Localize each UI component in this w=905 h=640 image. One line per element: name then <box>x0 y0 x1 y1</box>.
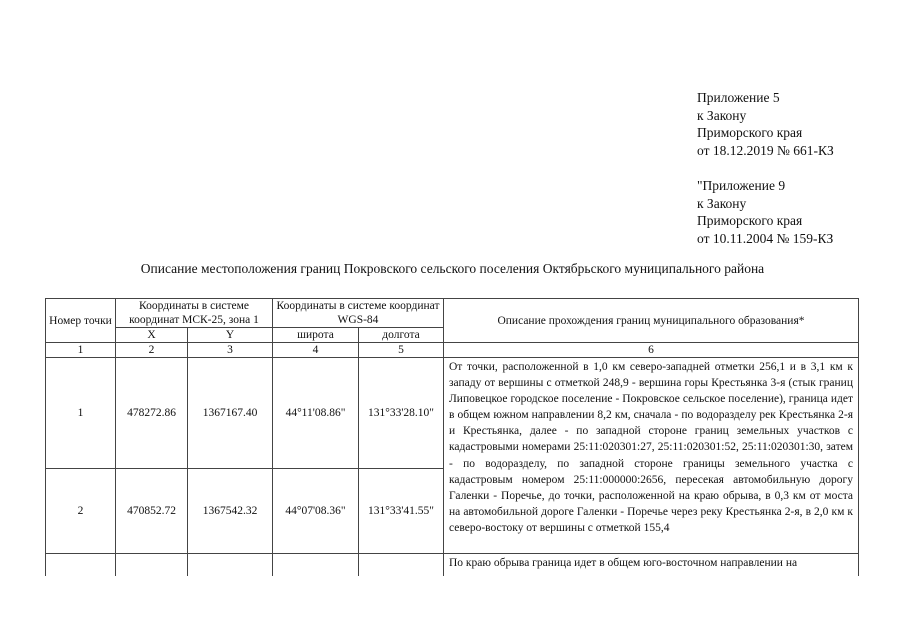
empty-cell <box>46 554 116 576</box>
annex-amended-reference <box>697 177 833 247</box>
annex-line: "Приложение 9 <box>697 178 786 193</box>
empty-cell <box>188 554 273 576</box>
table-row <box>46 358 859 469</box>
coord-latitude: 44°07'08.36" <box>273 469 359 554</box>
annex-line: Приморского края <box>697 213 803 229</box>
header-y: Y <box>188 328 273 343</box>
point-number: 1 <box>46 358 116 469</box>
annex-line: Приложение 5 <box>697 90 780 105</box>
coord-x: 478272.86 <box>116 358 188 469</box>
coord-y: 1367542.32 <box>188 469 273 554</box>
document-title: Описание местоположения границ Покровского сельского поселения Октябрьского муниципального района <box>140 261 765 276</box>
header-longitude: долгота <box>359 328 444 343</box>
boundary-table <box>45 298 859 576</box>
coord-x: 470852.72 <box>116 469 188 554</box>
segment-description: От точки, расположенной в 1,0 км северо-западней отметки 256,1 и в 3,1 км к западу от вершины с отметкой 248,9 - вершина горы Крестьянка 3-я (стык границ Липовецкое городское поселение - Покровское сельское поселение), граница идет в общем южном направлении 8,2 км, сначала - по водоразделу рек Крестьянка 2-я и Крестьянка, далее - по западной стороне границ земельных участков с кадастровыми номерами 25:11:020301:27, 25:11:020301:52, 25:11:020301:30, затем - по водоразделу, по западной стороне границы земельного участка с кадастровым номером 25:11:000000:2656, пересекая автомобильную дорогу Галенки - Поречье, до точки, расположенной на краю обрыва, в 0,3 км от моста на автомобильной дороге Галенки - Поречье через реку Крестьянка 2-я, в 2,0 км к северо-востоку от вершины с отметкой 155,4 <box>444 358 859 554</box>
annex-line: к Закону <box>697 195 747 211</box>
empty-cell <box>116 554 188 576</box>
column-number: 5 <box>359 343 444 358</box>
empty-cell <box>359 554 444 576</box>
coord-latitude: 44°11'08.86" <box>273 358 359 469</box>
annex-current-reference <box>697 89 834 159</box>
segment-description: По краю обрыва граница идет в общем юго-восточном направлении на <box>444 554 859 576</box>
annex-line: от 10.11.2004 № 159-КЗ <box>697 230 834 246</box>
header-msk-coordinates: Координаты в системе координат МСК-25, зона 1 <box>116 299 273 328</box>
annex-line: к Закону <box>697 107 747 123</box>
annex-line: Приморского края <box>697 125 803 141</box>
coord-longitude: 131°33'28.10" <box>359 358 444 469</box>
column-number: 4 <box>273 343 359 358</box>
header-description: Описание прохождения границ муниципального образования* <box>444 299 859 343</box>
header-x: X <box>116 328 188 343</box>
column-number: 1 <box>46 343 116 358</box>
coord-y: 1367167.40 <box>188 358 273 469</box>
column-number: 3 <box>188 343 273 358</box>
header-latitude: широта <box>273 328 359 343</box>
empty-cell <box>273 554 359 576</box>
column-number: 2 <box>116 343 188 358</box>
column-number: 6 <box>444 343 859 358</box>
coord-longitude: 131°33'41.55" <box>359 469 444 554</box>
annex-line: от 18.12.2019 № 661-КЗ <box>697 142 834 158</box>
point-number: 2 <box>46 469 116 554</box>
header-point-number: Номер точки <box>46 299 116 343</box>
header-wgs-coordinates: Координаты в системе координат WGS-84 <box>273 299 444 328</box>
table-row <box>46 554 859 576</box>
